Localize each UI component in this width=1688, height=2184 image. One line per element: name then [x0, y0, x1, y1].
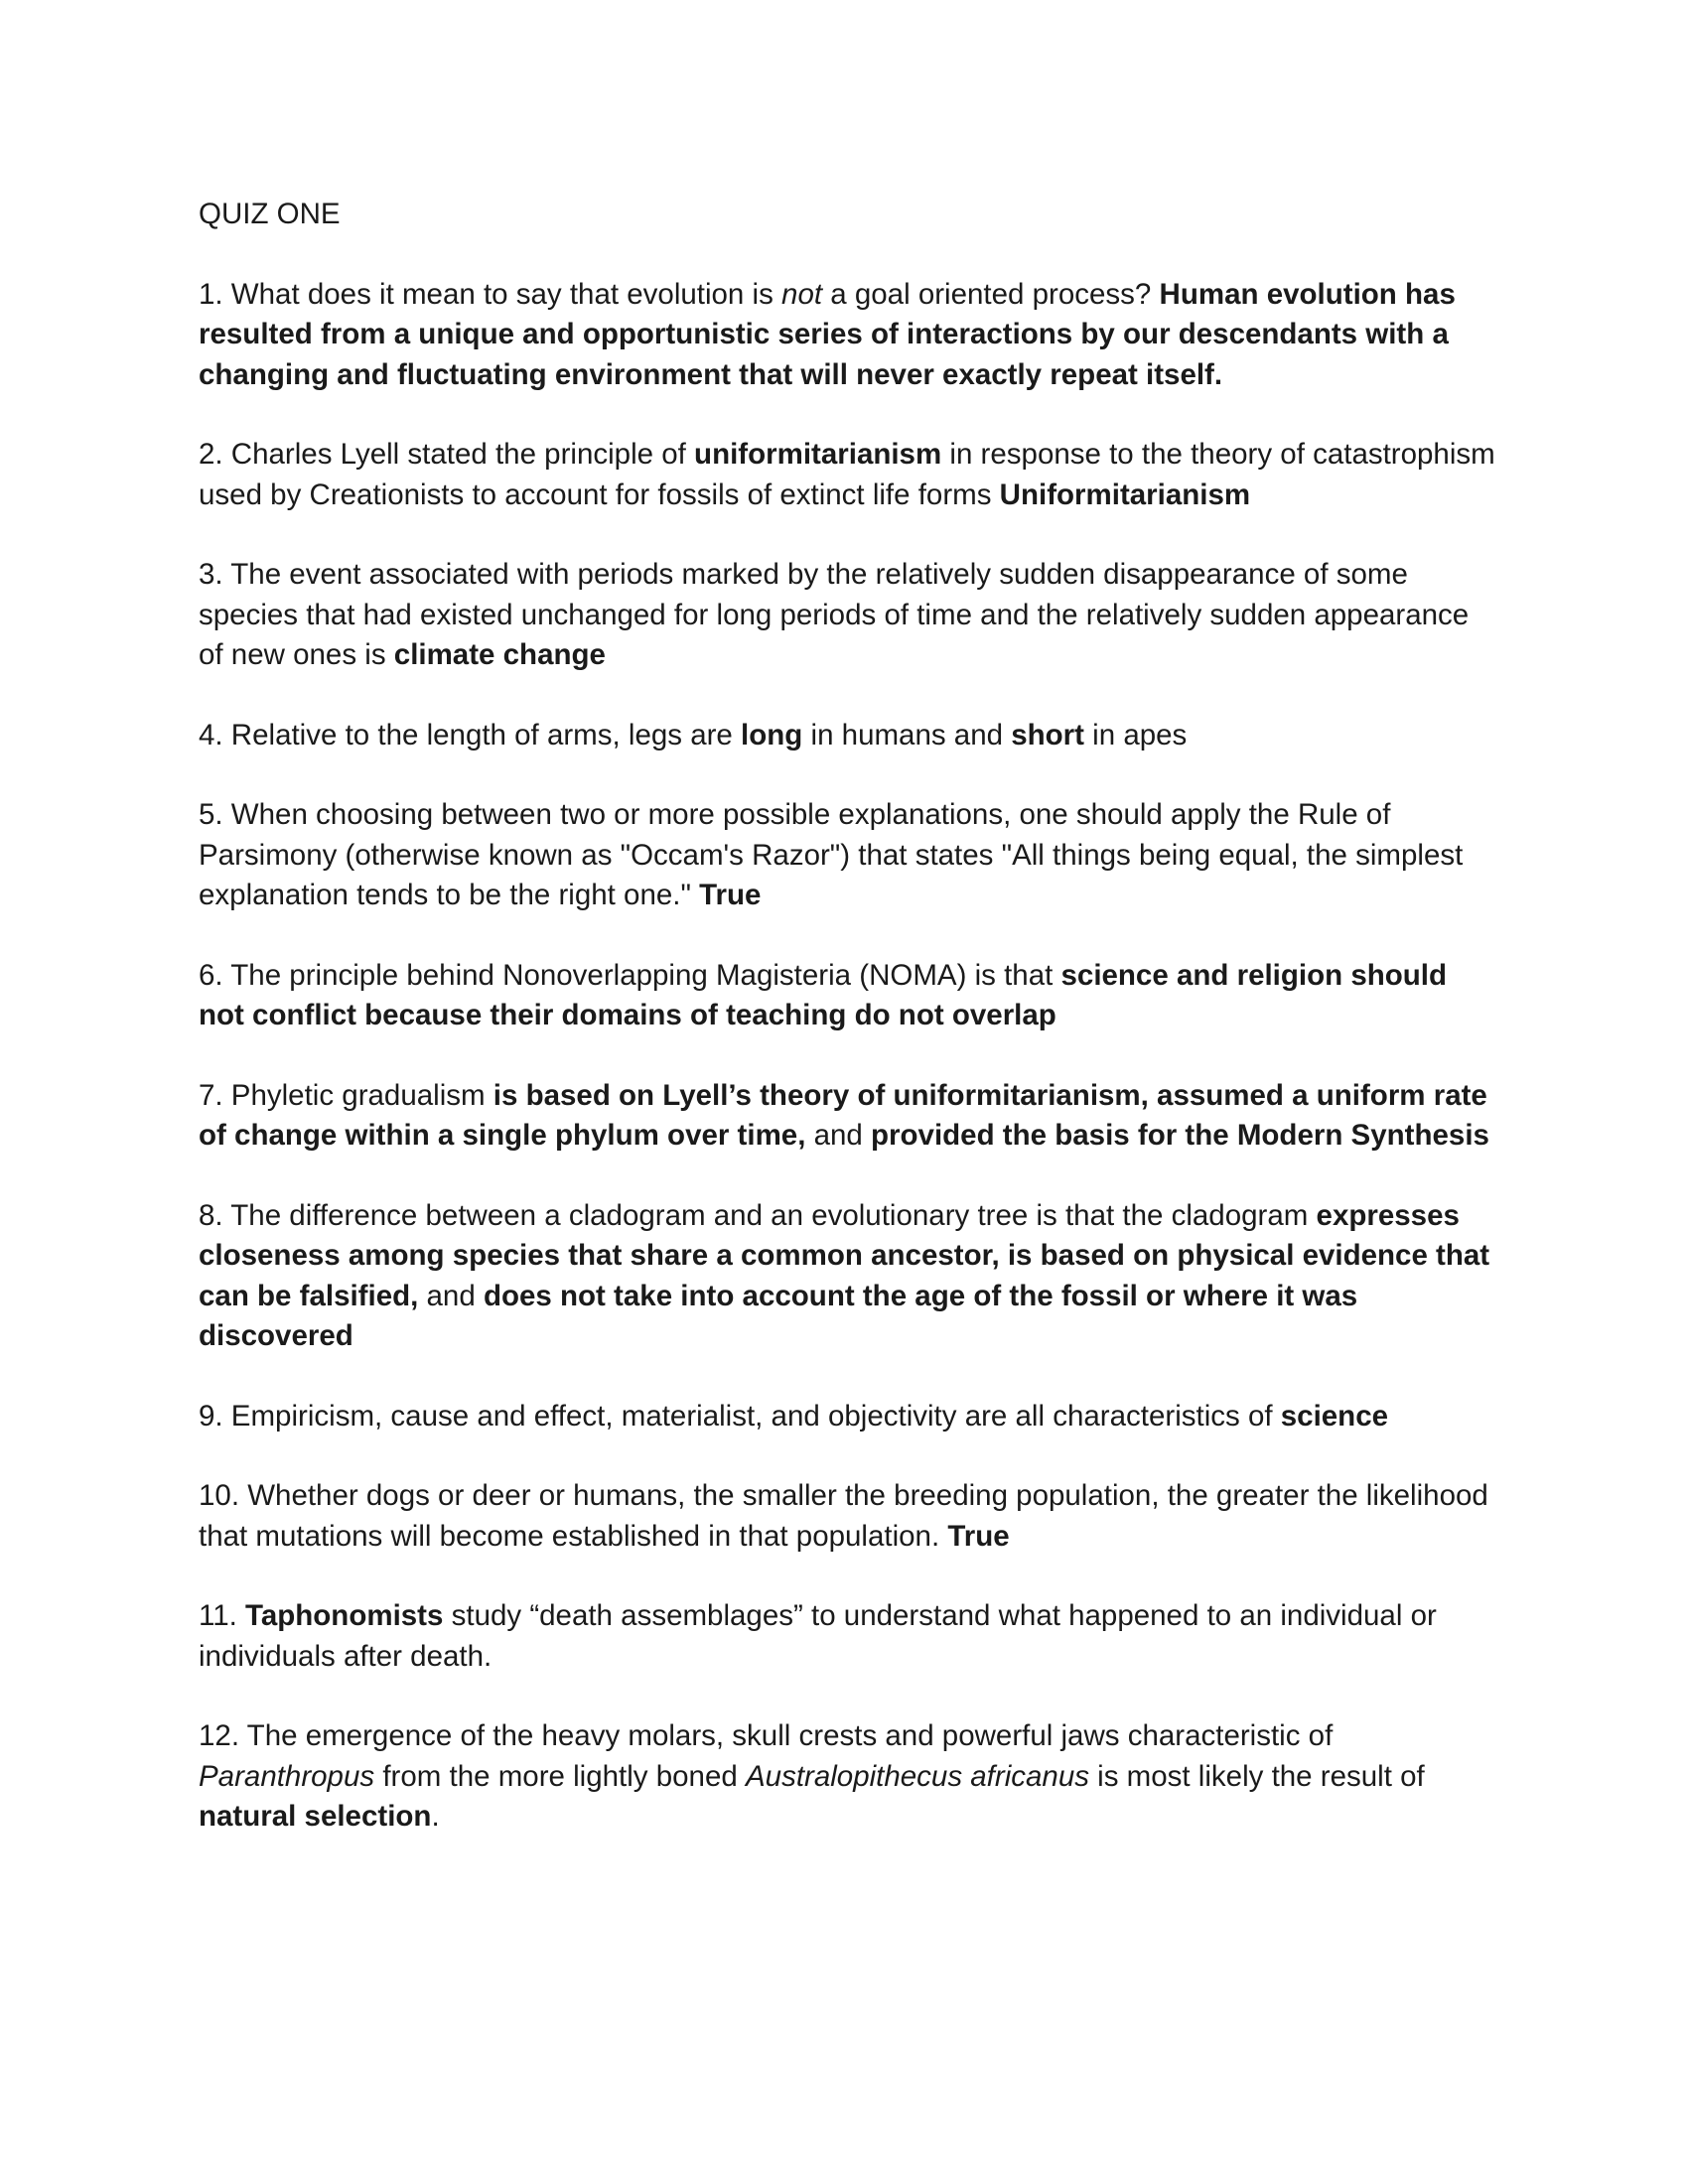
answer-text: Human evolution has resulted from a unique and opportunistic series of interactions by our descendants with a changing and fluctuating environment that will never exactly repeat itself. [199, 277, 1456, 391]
question-text: 12. The emergence of the heavy molars, skull crests and powerful jaws characteristic of [199, 1719, 1334, 1752]
question-text: and [805, 1119, 872, 1152]
question-text: is most likely the result of [1088, 1759, 1425, 1793]
question-item [199, 1397, 1499, 1437]
answer-text: is based on Lyell’s theory of uniformitarianism, assumed a uniform rate of change within a single phylum over time, [199, 1078, 1487, 1152]
question-item [199, 275, 1499, 396]
answer-text: science [1280, 1399, 1389, 1433]
answer-text: Taphonomists [245, 1599, 444, 1632]
question-text: 3. The event associated with periods marked by the relatively sudden disappearance of some species that had existed unchanged for long periods of time and the relatively sudden appearance of new ones is [199, 558, 1470, 671]
answer-text: science and religion should not conflict because their domains of teaching do not overlap [199, 958, 1447, 1031]
question-text: 11. [199, 1599, 246, 1632]
question-text: . [431, 1800, 440, 1833]
question-text: a goal oriented process? [822, 277, 1160, 311]
question-text: 5. When choosing between two or more possible explanations, one should apply the Rule of Parsimony (otherwise known as "Occam's Razor") that states "All things being equal, the simplest explanation tends to be the right one." [199, 798, 1464, 911]
question-text: in humans and [802, 718, 1012, 751]
answer-text: long [741, 718, 803, 751]
question-text: in apes [1083, 718, 1188, 751]
question-item [199, 716, 1499, 756]
question-text: 9. Empiricism, cause and effect, materialist, and objectivity are all characteristics of [199, 1399, 1281, 1433]
question-item [199, 1476, 1499, 1557]
answer-text: does not take into account the age of the fossil or where it was discovered [199, 1279, 1358, 1352]
question-text: in response to the theory of catastrophism used by Creationists to account for fossils of extinct life forms [199, 438, 1495, 511]
italic-text: Paranthropus [199, 1759, 375, 1793]
question-item [199, 555, 1499, 676]
question-text: from the more lightly boned [374, 1759, 746, 1793]
question-item [199, 795, 1499, 916]
answer-text: Uniformitarianism [999, 478, 1251, 511]
question-text: 8. The difference between a cladogram and an evolutionary tree is that the cladogram [199, 1198, 1317, 1232]
quiz-content [199, 195, 1499, 1877]
question-list [199, 275, 1499, 1838]
answer-text: expresses closeness among species that share a common ancestor, is based on physical evidence that can be falsified, [199, 1198, 1490, 1312]
question-text: 2. Charles Lyell stated the principle of [199, 438, 695, 471]
question-text: 7. Phyletic gradualism [199, 1078, 493, 1112]
question-text: 4. Relative to the length of arms, legs are [199, 718, 742, 751]
answer-text: provided the basis for the Modern Synthesis [871, 1119, 1489, 1152]
answer-text: True [699, 879, 762, 911]
question-text: 6. The principle behind Nonoverlapping Magisteria (NOMA) is that [199, 958, 1061, 992]
italic-text: Australopithecus africanus [745, 1759, 1089, 1793]
quiz-title: QUIZ ONE [199, 198, 341, 230]
answer-text: short [1011, 718, 1084, 751]
answer-text: climate change [393, 638, 606, 671]
italic-text: not [781, 277, 823, 311]
question-text: 10. Whether dogs or deer or humans, the smaller the breeding population, the greater the likelihood that mutations will become established in that population. [199, 1479, 1488, 1553]
answer-text: natural selection [199, 1800, 432, 1833]
question-item [199, 1196, 1499, 1357]
answer-text: uniformitarianism [694, 438, 942, 471]
question-text: and [418, 1279, 484, 1312]
question-text: study “death assemblages” to understand what happened to an individual or individuals after death. [199, 1599, 1437, 1673]
question-item [199, 1076, 1499, 1157]
question-text: 1. What does it mean to say that evolution is [199, 277, 782, 311]
question-item [199, 956, 1499, 1036]
question-item [199, 435, 1499, 515]
question-item [199, 1716, 1499, 1838]
question-item [199, 1596, 1499, 1677]
answer-text: True [947, 1519, 1010, 1553]
